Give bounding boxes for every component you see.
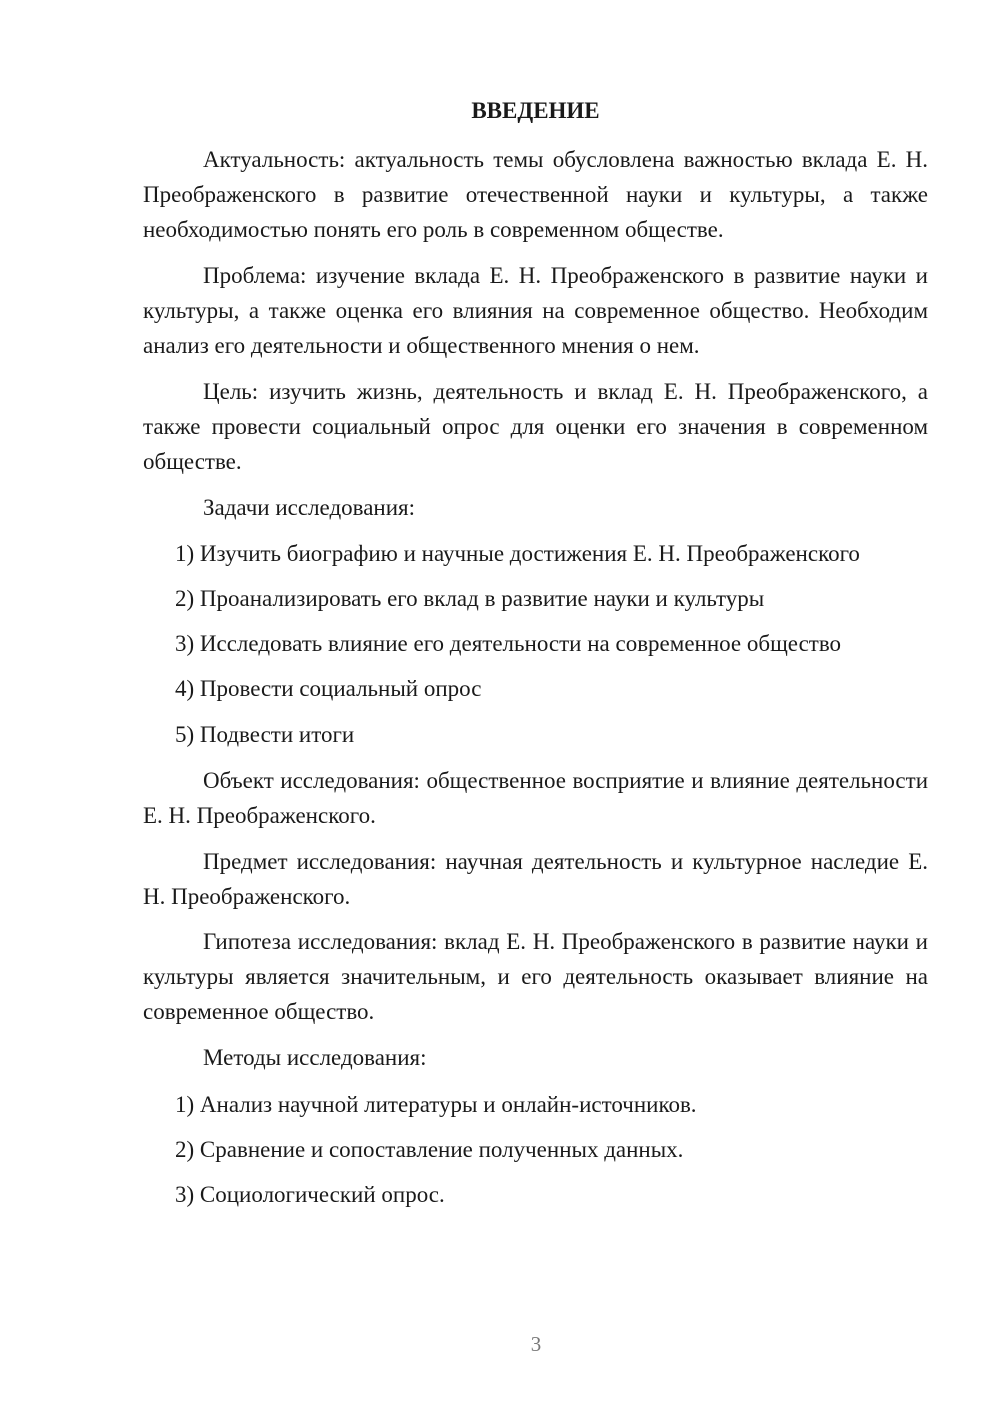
relevance-paragraph: Актуальность: актуальность темы обусловлена важностью вклада Е. Н. Преображенского в развитие отечественной науки и культуры, а также необходимостью понять его роль в современном обществе. — [143, 147, 928, 242]
subject-paragraph: Предмет исследования: научная деятельность и культурное наследие Е. Н. Преображенского. — [143, 849, 928, 909]
problem-paragraph: Проблема: изучение вклада Е. Н. Преображенского в развитие науки и культуры, а также оценка его влияния на современное общество. Необходим анализ его деятельности и общественного мнения о нем. — [143, 263, 928, 358]
methods-title: Методы исследования: — [203, 1045, 427, 1070]
method-item-3: 3) Социологический опрос. — [175, 1182, 445, 1207]
task-item-3: 3) Исследовать влияние его деятельности на современное общество — [175, 631, 842, 656]
object-paragraph: Объект исследования: общественное восприятие и влияние деятельности Е. Н. Преображенского. — [143, 768, 928, 828]
tasks-title: Задачи исследования: — [203, 495, 416, 520]
method-item-1: 1) Анализ научной литературы и онлайн-источников. — [175, 1092, 697, 1117]
goal-paragraph: Цель: изучить жизнь, деятельность и вклад Е. Н. Преображенского, а также провести социальный опрос для оценки его значения в современном обществе. — [143, 379, 928, 474]
method-item-2: 2) Сравнение и сопоставление полученных данных. — [175, 1137, 684, 1162]
page-number: 3 — [530, 1332, 542, 1356]
hypothesis-paragraph: Гипотеза исследования: вклад Е. Н. Преображенского в развитие науки и культуры является значительным, и его деятельность оказывает влияние на современное общество. — [143, 929, 928, 1024]
task-item-4: 4) Провести социальный опрос — [175, 676, 482, 701]
task-item-2: 2) Проанализировать его вклад в развитие науки и культуры — [175, 586, 765, 611]
task-item-1: 1) Изучить биографию и научные достижения Е. Н. Преображенского — [175, 541, 860, 566]
task-item-5: 5) Подвести итоги — [175, 722, 355, 747]
page-title: ВВЕДЕНИЕ — [471, 98, 600, 123]
